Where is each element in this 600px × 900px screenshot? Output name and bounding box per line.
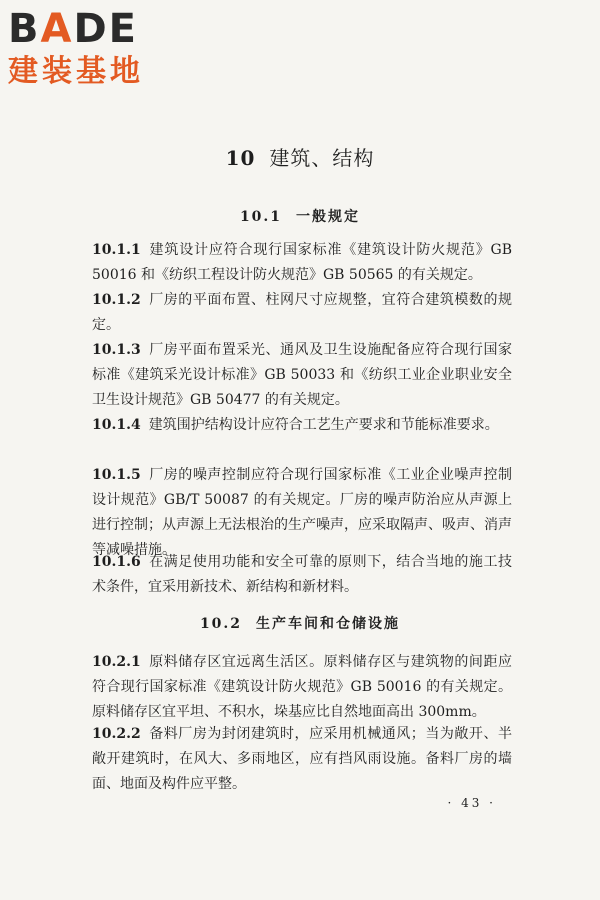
page-number: · 43 · <box>447 796 496 810</box>
clause-text: 厂房的平面布置、柱网尺寸应规整，宜符合建筑模数的规定。 <box>92 292 512 333</box>
clause-text: 备料厂房为封闭建筑时，应采用机械通风；当为敞开、半敞开建筑时，在风大、多雨地区，应有挡风雨设施。备料厂房的墙面、地面及构件应平整。 <box>92 726 512 792</box>
chapter-number: 10 <box>225 146 256 170</box>
clause-10-1-4 <box>92 413 512 438</box>
clause-number: 10.1.2 <box>92 292 141 308</box>
clause-10-1-1 <box>92 238 512 288</box>
brand-logo-wordmark: BADE <box>8 6 138 52</box>
clause-text: 在满足使用功能和安全可靠的原则下，结合当地的施工技术条件，宜采用新技术、新结构和新材料。 <box>92 554 512 595</box>
section-number: 10.1 <box>239 209 283 225</box>
section-title: 一般规定 <box>296 209 361 225</box>
clause-number: 10.2.1 <box>92 654 141 670</box>
clause-number: 10.1.6 <box>92 554 141 570</box>
clause-10-2-2 <box>92 722 512 797</box>
section-title: 生产车间和仓储设施 <box>256 616 401 632</box>
clause-10-1-5 <box>92 463 512 563</box>
clause-10-2-1 <box>92 650 512 725</box>
clause-10-1-6 <box>92 550 512 600</box>
clause-text: 厂房的噪声控制应符合现行国家标准《工业企业噪声控制设计规范》GB/T 50087 的有关规定。厂房的噪声防治应从声源上进行控制；从声源上无法根治的生产噪声，应采取隔声、吸声、消声等减噪措施。 <box>92 467 512 558</box>
clause-number: 10.1.3 <box>92 342 141 358</box>
section-number: 10.2 <box>199 616 243 632</box>
chapter-heading <box>0 142 600 171</box>
clause-number: 10.1.4 <box>92 417 141 433</box>
clause-text: 原料储存区宜远离生活区。原料储存区与建筑物的间距应符合现行国家标准《建筑设计防火规范》GB 50016 的有关规定。原料储存区宜平坦、不积水，垛基应比自然地面高出 300mm。 <box>92 654 512 720</box>
clause-10-1-3 <box>92 338 512 413</box>
section-heading-10-2 <box>0 613 600 633</box>
clause-number: 10.1.5 <box>92 467 141 483</box>
brand-logo-subtitle: 建装基地 <box>8 54 144 89</box>
clause-text: 建筑围护结构设计应符合工艺生产要求和节能标准要求。 <box>148 417 499 433</box>
clause-number: 10.1.1 <box>92 242 141 258</box>
clause-10-1-2 <box>92 288 512 338</box>
section-heading-10-1 <box>0 206 600 226</box>
clause-text: 厂房平面布置采光、通风及卫生设施配备应符合现行国家标准《建筑采光设计标准》GB 50033 和《纺织工业企业职业安全卫生设计规范》GB 50477 的有关规定。 <box>92 342 512 408</box>
clause-number: 10.2.2 <box>92 726 141 742</box>
chapter-title: 建筑、结构 <box>269 146 375 170</box>
clause-text: 建筑设计应符合现行国家标准《建筑设计防火规范》GB 50016 和《纺织工程设计防火规范》GB 50565 的有关规定。 <box>92 242 512 283</box>
brand-logo <box>8 6 178 90</box>
